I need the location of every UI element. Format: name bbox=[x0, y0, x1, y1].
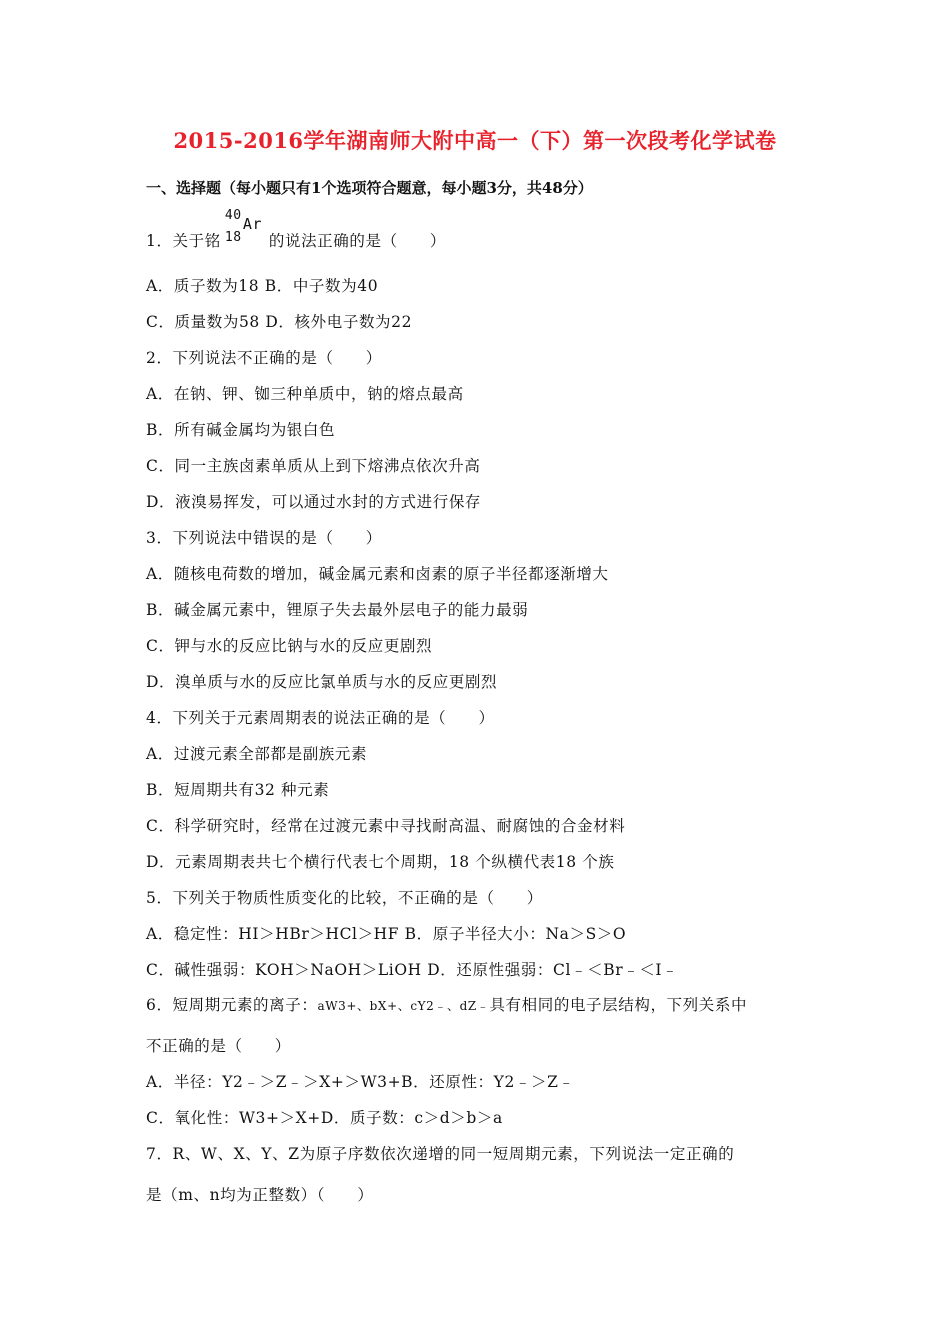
q5-options-cd: C．碱性强弱：KOH＞NaOH＞LiOH D．还原性强弱：Cl﹣＜Br﹣＜I﹣ bbox=[146, 961, 679, 979]
q4-option-d: D．元素周期表共七个横行代表七个周期，18 个纵横代表18 个族 bbox=[146, 853, 615, 871]
q6-options-cd: C．氧化性：W3+＞X+D．质子数：c＞d＞b＞a bbox=[146, 1109, 503, 1127]
isotope-mass-number: 40 bbox=[224, 208, 242, 223]
q3-option-d: D．溴单质与水的反应比氯单质与水的反应更剧烈 bbox=[146, 673, 498, 691]
question-5-stem: 5．下列关于物质性质变化的比较，不正确的是（ ） bbox=[146, 889, 543, 907]
q3-option-b: B．碱金属元素中，锂原子失去最外层电子的能力最弱 bbox=[146, 601, 529, 619]
q1-suffix: 的说法正确的是（ ） bbox=[268, 232, 446, 250]
q2-option-d: D．液溴易挥发，可以通过水封的方式进行保存 bbox=[146, 493, 482, 511]
isotope-element-symbol: Ar bbox=[242, 215, 263, 233]
question-4-stem: 4．下列关于元素周期表的说法正确的是（ ） bbox=[146, 709, 495, 727]
q2-option-a: A．在钠、钾、铷三种单质中，钠的熔点最高 bbox=[146, 385, 464, 403]
q3-option-c: C．钾与水的反应比钠与水的反应更剧烈 bbox=[146, 637, 433, 655]
q6-options-ab: A．半径：Y2﹣＞Z﹣＞X+＞W3+B．还原性：Y2﹣＞Z﹣ bbox=[146, 1073, 575, 1091]
section-heading: 一、选择题（每小题只有1个选项符合题意，每小题3分，共48分） bbox=[146, 179, 593, 197]
q6-ions: aW3+、bX+、cY2﹣、dZ﹣ bbox=[317, 999, 490, 1013]
q1-prefix: 1．关于铭 bbox=[146, 232, 221, 250]
q6-stem-line2: 不正确的是（ ） bbox=[146, 1037, 291, 1055]
q6-stem-start: 6．短周期元素的离子： bbox=[146, 996, 318, 1014]
isotope-atomic-number: 18 bbox=[224, 230, 242, 245]
question-7-stem: 7．R、W、X、Y、Z为原子序数依次递增的同一短周期元素，下列说法一定正确的 bbox=[146, 1145, 735, 1163]
q5-options-ab: A．稳定性：HI＞HBr＞HCl＞HF B．原子半径大小：Na＞S＞O bbox=[146, 925, 627, 943]
q3-option-a: A．随核电荷数的增加，碱金属元素和卤素的原子半径都逐渐增大 bbox=[146, 565, 609, 583]
q6-stem-end: 具有相同的电子层结构，下列关系中 bbox=[489, 996, 748, 1014]
q7-stem-line2: 是（m、n均为正整数）（ ） bbox=[146, 1186, 374, 1204]
q4-option-b: B．短周期共有32 种元素 bbox=[146, 781, 330, 799]
question-2-stem: 2．下列说法不正确的是（ ） bbox=[146, 349, 382, 367]
question-1-stem bbox=[146, 208, 446, 251]
q2-option-b: B．所有碱金属均为银白色 bbox=[146, 421, 336, 439]
q4-option-c: C．科学研究时，经常在过渡元素中寻找耐高温、耐腐蚀的合金材料 bbox=[146, 817, 626, 835]
question-3-stem: 3．下列说法中错误的是（ ） bbox=[146, 529, 382, 547]
argon-isotope-symbol bbox=[224, 208, 265, 246]
q2-option-c: C．同一主族卤素单质从上到下熔沸点依次升高 bbox=[146, 457, 481, 475]
page-title: 2015-2016学年湖南师大附中高一（下）第一次段考化学试卷 bbox=[173, 128, 777, 153]
q4-option-a: A．过渡元素全部都是副族元素 bbox=[146, 745, 368, 763]
q1-options-ab: A．质子数为18 B．中子数为40 bbox=[146, 277, 379, 295]
q1-options-cd: C．质量数为58 D．核外电子数为22 bbox=[146, 313, 413, 331]
question-6-stem bbox=[146, 993, 747, 1015]
